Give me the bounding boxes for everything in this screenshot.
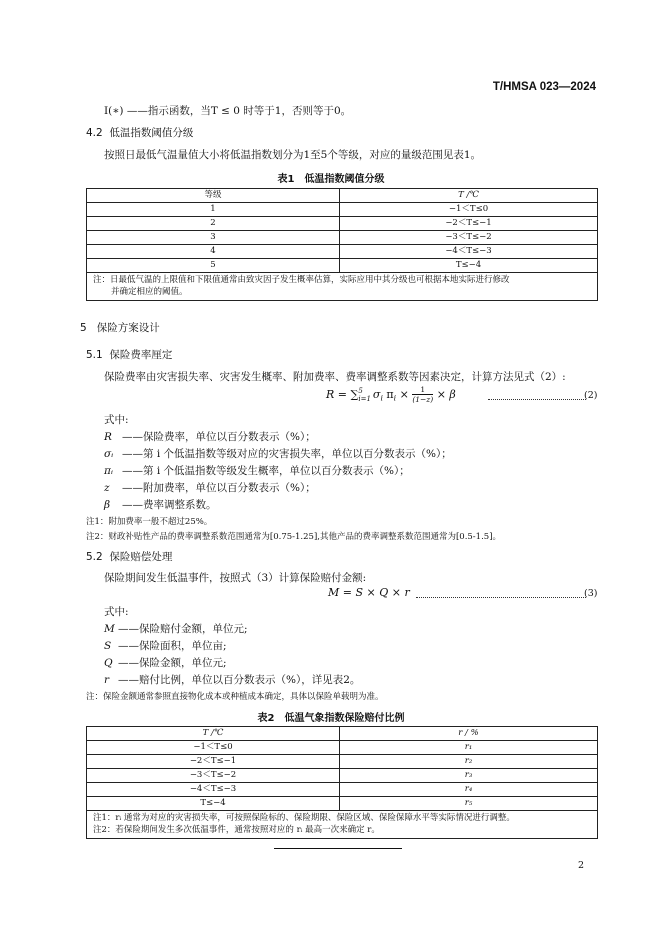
table-row bbox=[87, 769, 598, 783]
table-cell: T≤−4 bbox=[340, 259, 598, 273]
table2-caption: 表2 低温气象指数保险赔付比例 bbox=[257, 713, 405, 724]
definition-text: ——保险金额，单位元; bbox=[118, 657, 227, 669]
definition-text: ——费率调整系数。 bbox=[122, 499, 217, 511]
subscript: i bbox=[380, 393, 383, 403]
table-row bbox=[87, 741, 598, 755]
table-cell: 1 bbox=[87, 203, 340, 217]
subscript: i bbox=[393, 393, 397, 403]
definition-text: ——第 i 个低温指数等级对应的灾害损失率，单位以百分数表示（%）； bbox=[122, 448, 452, 460]
section-title: 低温指数阈值分级 bbox=[109, 127, 194, 139]
section-4-2-heading bbox=[86, 125, 193, 140]
table-header-cell: 等级 bbox=[87, 189, 340, 203]
definition-line bbox=[104, 429, 316, 444]
section-4-2-paragraph: 按照日最低气温量值大小将低温指数划分为1至5个等级，对应的量级范围见表1。 bbox=[104, 149, 482, 161]
sum-lower-limit: i=1 bbox=[358, 394, 371, 403]
table1 bbox=[86, 188, 598, 301]
table2-notes bbox=[87, 811, 598, 839]
table2 bbox=[86, 726, 598, 839]
table-cell: −3＜T≤−2 bbox=[340, 231, 598, 245]
table-row bbox=[87, 217, 598, 231]
table-cell: r₅ bbox=[340, 797, 598, 811]
standard-number: T/HMSA 023—2024 bbox=[492, 81, 596, 93]
table-cell: 2 bbox=[87, 217, 340, 231]
definition-symbol: β bbox=[104, 499, 111, 511]
definition-line bbox=[104, 480, 316, 495]
table-header-row bbox=[87, 189, 598, 203]
note-2: 注2：财政补贴性产品的费率调整系数范围通常为[0.75-1.25],其他产品的费率调整系数范围通常为[0.5-1.5]。 bbox=[86, 532, 502, 542]
end-of-document-rule bbox=[274, 848, 402, 849]
table-note-line: 注：日最低气温的上限值和下限值通常由致灾因子发生概率估算，实际应用中其分级也可根据本地实际进行修改 bbox=[93, 275, 510, 285]
section-number: 5.1 bbox=[86, 349, 103, 361]
definition-line bbox=[104, 638, 227, 653]
table-cell: r₄ bbox=[340, 783, 598, 797]
definition-symbol: S bbox=[104, 640, 112, 652]
note-insurance-amount: 注：保险金额通常参照直接物化成本或种植成本确定，具体以保险单载明为准。 bbox=[86, 692, 384, 702]
section-title: 保险费率厘定 bbox=[109, 349, 173, 361]
table-row bbox=[87, 783, 598, 797]
section-title: 保险方案设计 bbox=[96, 322, 160, 334]
formula-3: M = S × Q × r bbox=[328, 586, 410, 599]
definition-symbol: πᵢ bbox=[104, 465, 114, 477]
table-cell: −3＜T≤−2 bbox=[87, 769, 340, 783]
table-cell: −4＜T≤−3 bbox=[87, 783, 340, 797]
table-row bbox=[87, 245, 598, 259]
loss-rate-symbol: σ bbox=[372, 388, 381, 401]
definition-text: ——保险费率，单位以百分数表示（%）； bbox=[122, 431, 316, 443]
section-5-2-paragraph: 保险期间发生低温事件，按照式（3）计算保险赔付金额: bbox=[104, 572, 367, 584]
definition-symbol: M bbox=[104, 623, 115, 635]
formula-lhs: R = ∑ bbox=[326, 388, 359, 401]
definition-text: ——赔付比例，单位以百分数表示（%），详见表2。 bbox=[118, 674, 361, 686]
table-row bbox=[87, 755, 598, 769]
table-header-row bbox=[87, 727, 598, 741]
section-number: 5.2 bbox=[86, 551, 103, 563]
definition-symbol: z bbox=[104, 482, 110, 494]
table-cell: −2＜T≤−1 bbox=[87, 755, 340, 769]
section-5-1-heading bbox=[86, 347, 172, 362]
times-operator: × bbox=[399, 388, 409, 401]
fraction-numerator: 1 bbox=[412, 385, 433, 395]
section-title: 保险赔偿处理 bbox=[109, 551, 173, 563]
table-header-cell: T /℃ bbox=[340, 189, 598, 203]
table-note-row bbox=[87, 273, 598, 301]
formula-leader-dots bbox=[416, 597, 586, 598]
definition-line bbox=[104, 446, 452, 461]
definition-symbol: Q bbox=[104, 657, 113, 669]
table-cell: r₁ bbox=[340, 741, 598, 755]
probability-symbol: π bbox=[386, 388, 394, 401]
definition-symbol: R bbox=[104, 431, 112, 443]
table-header-cell: r / % bbox=[340, 727, 598, 741]
table-row bbox=[87, 203, 598, 217]
formula-3-number: (3) bbox=[584, 588, 598, 599]
definition-line bbox=[104, 497, 217, 512]
table-cell: −4＜T≤−3 bbox=[340, 245, 598, 259]
definition-line bbox=[104, 621, 248, 636]
section-5-heading bbox=[80, 320, 160, 335]
indicator-definition: I(∗) ——指示函数，当T ≤ 0 时等于1，否则等于0。 bbox=[104, 105, 352, 117]
table-cell: −2＜T≤−1 bbox=[340, 217, 598, 231]
times-beta: × β bbox=[436, 388, 456, 401]
table-cell: T≤−4 bbox=[87, 797, 340, 811]
definition-symbol: r bbox=[104, 674, 110, 686]
table-note-line: 注1：rᵢ 通常为对应的灾害损失率，可按照保险标的、保险期限、保险区域、保险保障水平等实际情况进行调整。 bbox=[93, 813, 515, 823]
section-number: 4.2 bbox=[86, 127, 103, 139]
definition-line bbox=[104, 672, 360, 687]
definition-text: ——保险面积，单位亩; bbox=[118, 640, 227, 652]
section-number: 5 bbox=[80, 322, 87, 334]
definition-line bbox=[104, 463, 410, 478]
definition-text: ——第 i 个低温指数等级发生概率，单位以百分数表示（%）； bbox=[122, 465, 410, 477]
definition-line bbox=[104, 655, 227, 670]
table-cell: −1＜T≤0 bbox=[87, 741, 340, 755]
table-cell: 5 bbox=[87, 259, 340, 273]
table-note-line: 注2：若保险期间发生多次低温事件，通常按照对应的 rᵢ 最高一次来确定 r。 bbox=[93, 825, 380, 835]
section-5-2-heading bbox=[86, 549, 172, 564]
table-row bbox=[87, 231, 598, 245]
table1-caption: 表1 低温指数阈值分级 bbox=[277, 174, 385, 185]
table-note-row bbox=[87, 811, 598, 839]
note-1: 注1：附加费率一般不超过25%。 bbox=[86, 517, 213, 527]
sum-upper-limit: 5 bbox=[358, 386, 363, 395]
table-header-cell: T /℃ bbox=[87, 727, 340, 741]
table1-note bbox=[87, 273, 598, 301]
definition-text: ——保险赔付金额，单位元; bbox=[118, 623, 248, 635]
table-row bbox=[87, 797, 598, 811]
table-cell: −1＜T≤0 bbox=[340, 203, 598, 217]
table-note-line: 并确定相应的阈值。 bbox=[111, 287, 188, 297]
table-cell: r₃ bbox=[340, 769, 598, 783]
definition-text: ——附加费率，单位以百分数表示（%）； bbox=[122, 482, 316, 494]
formula-2 bbox=[326, 385, 456, 407]
page-number: 2 bbox=[578, 860, 585, 871]
fraction-denominator: (1−z) bbox=[412, 395, 434, 404]
formula-leader-dots bbox=[488, 399, 586, 400]
section-5-1-paragraph: 保险费率由灾害损失率、灾害发生概率、附加费率、费率调整系数等因素决定，计算方法见式（2）: bbox=[104, 371, 566, 383]
table-cell: 4 bbox=[87, 245, 340, 259]
where-label: 式中: bbox=[104, 414, 129, 426]
table-cell: 3 bbox=[87, 231, 340, 245]
definition-symbol: σᵢ bbox=[104, 448, 114, 460]
formula-2-number: (2) bbox=[584, 390, 598, 401]
where-label: 式中: bbox=[104, 606, 129, 618]
table-row bbox=[87, 259, 598, 273]
table-cell: r₂ bbox=[340, 755, 598, 769]
